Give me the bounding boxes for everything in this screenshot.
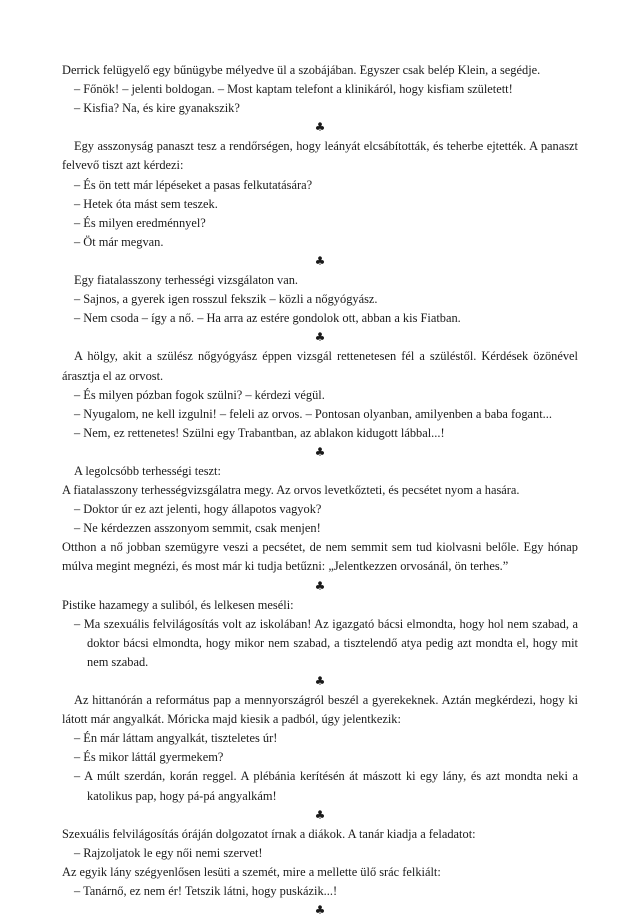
club-separator-icon: ♣ (314, 674, 326, 688)
club-separator-icon: ♣ (314, 444, 326, 459)
dialogue-line: – Ne kérdezzen asszonyom semmit, csak menjen! (74, 521, 321, 536)
dialogue-line: – Főnök! – jelenti boldogan. – Most kaptam telefont a klinikáról, hogy kisfiam született! (74, 82, 513, 97)
paragraph: Az egyik lány szégyenlősen lesüti a szemét, mire a mellette ülő srác felkiált: (62, 864, 441, 879)
dialogue-line: – Tanárnő, ez nem ér! Tetszik látni, hogy puskázik...! (74, 884, 338, 899)
paragraph: A fiatalasszony terhességvizsgálatra megy. Az orvos levetkőzteti, és pecsétet nyom a hasára. (62, 483, 520, 498)
paragraph: Pistike hazamegy a suliból, és lelkesen meséli: (62, 597, 294, 612)
club-separator-icon: ♣ (314, 807, 326, 822)
dialogue-line: – A múlt szerdán, korán reggel. A plébánia kerítésén át mászott ki egy lány, és azt mondta neki a katolikus pap, hogy pá-pá angyalkám! (74, 769, 578, 803)
paragraph: Egy fiatalasszony terhességi vizsgálaton van. (74, 273, 298, 288)
paragraph: Az hittanórán a református pap a mennyországról beszél a gyerekeknek. Aztán megkérdezi, hogy ki látott már angyalkát. Móricka majd kiesik a padból, úgy jelentkezik: (62, 693, 578, 727)
dialogue-line: – Nem, ez rettenetes! Szülni egy Trabantban, az ablakon kidugott lábbal...! (74, 425, 445, 440)
club-separator-icon: ♣ (314, 253, 326, 268)
dialogue-line: – Nyugalom, ne kell izgulni! – feleli az orvos. – Pontosan olyanban, amilyenben a baba fogant... (74, 406, 552, 421)
club-separator-icon: ♣ (314, 330, 326, 345)
dialogue-line: – Sajnos, a gyerek igen rosszul fekszik – közli a nőgyógyász. (74, 292, 378, 307)
dialogue-line: – Kisfia? Na, és kire gyanakszik? (74, 101, 240, 116)
document-page (62, 61, 578, 920)
dialogue-line: – Nem csoda – így a nő. – Ha arra az estére gondolok ott, abban a kis Fiatban. (74, 311, 461, 326)
dialogue-line: – És mikor láttál gyermekem? (74, 750, 224, 765)
dialogue-line: – Öt már megvan. (74, 234, 164, 249)
paragraph: Egy asszonyság panaszt tesz a rendőrségen, hogy leányát elcsábították, és teherbe ejtették. A panaszt felvevő tiszt azt kérdezi: (62, 139, 578, 173)
club-separator-icon: ♣ (314, 578, 326, 593)
club-separator-icon: ♣ (314, 903, 326, 918)
club-separator-icon: ♣ (314, 120, 326, 135)
dialogue-line: – Rajzoljatok le egy női nemi szervet! (74, 845, 263, 860)
dialogue-line: – És milyen pózban fogok szülni? – kérdezi végül. (74, 387, 325, 402)
dialogue-line: – És milyen eredménnyel? (74, 215, 206, 230)
paragraph: A hölgy, akit a szülész nőgyógyász éppen vizsgál rettenetesen fél a szüléstől. Kérdések özönével árasztja el az orvost. (62, 349, 578, 383)
dialogue-line: – Hetek óta mást sem teszek. (74, 196, 218, 211)
paragraph: Szexuális felvilágosítás óráján dolgozatot írnak a diákok. A tanár kiadja a feladatot: (62, 826, 476, 841)
dialogue-line: – Én már láttam angyalkát, tiszteletes úr! (74, 731, 278, 746)
paragraph: A legolcsóbb terhességi teszt: (74, 463, 221, 478)
paragraph: Otthon a nő jobban szemügyre veszi a pecsétet, de nem semmit sem tud kiolvasni belőle. Egy hónap múlva megint megnézi, és most már ki tudja betűzni: „Jelentkezzen orvosánál, ön terhes.” (62, 540, 578, 574)
dialogue-line: – Ma szexuális felvilágosítás volt az iskolában! Az igazgató bácsi elmondta, hogy hol nem szabad, a doktor bácsi elmondta, hogy mikor nem szabad, a tisztelendő atya pedig azt mondta el, hogy mit nem szabad. (74, 616, 578, 669)
dialogue-line: – És ön tett már lépéseket a pasas felkutatására? (74, 177, 313, 192)
dialogue-line: – Doktor úr ez azt jelenti, hogy állapotos vagyok? (74, 502, 322, 517)
paragraph: Derrick felügyelő egy bűnügybe mélyedve ül a szobájában. Egyszer csak belép Klein, a segédje. (62, 63, 541, 77)
